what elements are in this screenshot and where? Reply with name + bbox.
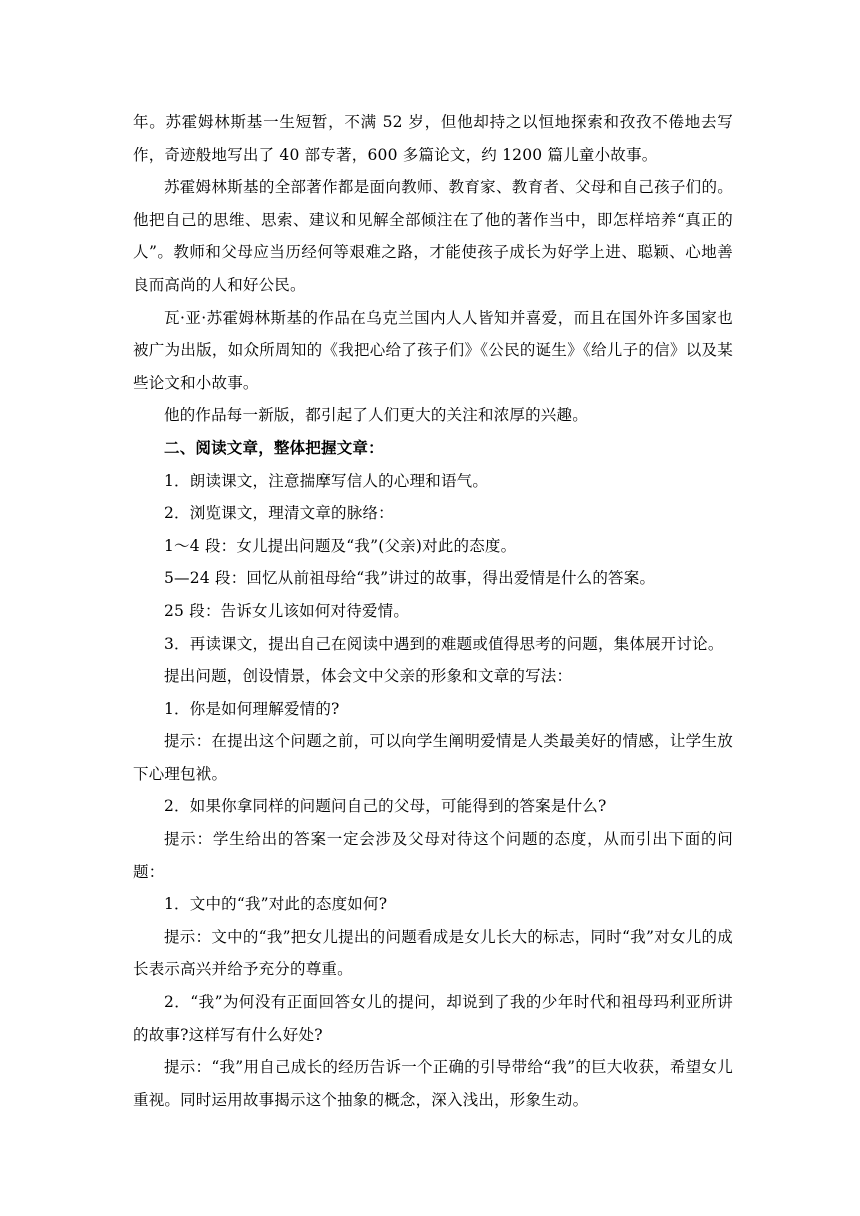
hint: 提示：“我”用自己成长的经历告诉一个正确的引导带给“我”的巨大收获，希望女儿重视。同时运用故事揭示这个抽象的概念，深入浅出，形象生动。 bbox=[133, 1058, 733, 1109]
outline-item: 5—24 段：回忆从前祖母给“我”讲过的故事，得出爱情是什么的答案。 bbox=[164, 569, 656, 588]
paragraph: 提出问题，创设情景，体会文中父亲的形象和文章的写法： bbox=[164, 667, 573, 686]
list-item: 2．浏览课文，理清文章的脉络： bbox=[164, 504, 394, 523]
outline-item: 1～4 段：女儿提出问题及“我”(父亲)对此的态度。 bbox=[164, 536, 517, 555]
paragraph: 年。苏霍姆林斯基一生短暂，不满 52 岁，但他却持之以恒地探索和孜孜不倦地去写作，奇迹般地写出了 40 部专著，600 多篇论文，约 1200 篇儿童小故事。 bbox=[133, 113, 733, 164]
paragraph: 他的作品每一新版，都引起了人们更大的关注和浓厚的兴趣。 bbox=[164, 406, 588, 425]
question: 2．如果你拿同样的问题问自己的父母，可能得到的答案是什么? bbox=[164, 797, 607, 816]
paragraph: 苏霍姆林斯基的全部著作都是面向教师、教育家、教育者、父母和自己孩子们的。他把自己的思维、思索、建议和见解全部倾注在了他的著作当中，即怎样培养“真正的人”。教师和父母应当历经何等艰难之路，才能使孩子成长为好学上进、聪颖、心地善良而高尚的人和好公民。 bbox=[133, 178, 733, 294]
document-body bbox=[133, 106, 733, 1116]
hint: 提示：在提出这个问题之前，可以向学生阐明爱情是人类最美好的情感，让学生放下心理包袱。 bbox=[133, 732, 733, 783]
section-heading: 二、阅读文章，整体把握文章： bbox=[164, 437, 384, 457]
list-item: 3．再读课文，提出自己在阅读中遇到的难题或值得思考的问题，集体展开讨论。 bbox=[164, 634, 724, 653]
paragraph: 瓦·亚·苏霍姆林斯基的作品在乌克兰国内人人皆知并喜爱，而且在国外许多国家也被广为出版，如众所周知的《我把心给了孩子们》《公民的诞生》《给儿子的信》以及某些论文和小故事。 bbox=[133, 308, 733, 392]
question: 1．你是如何理解爱情的? bbox=[164, 699, 340, 718]
hint: 提示：学生给出的答案一定会涉及父母对待这个问题的态度，从而引出下面的问题： bbox=[133, 830, 733, 881]
list-item: 1．朗读课文，注意揣摩写信人的心理和语气。 bbox=[164, 471, 489, 490]
question: 2．“我”为何没有正面回答女儿的提问，却说到了我的少年时代和祖母玛利亚所讲的故事?这样写有什么好处? bbox=[133, 993, 733, 1044]
outline-item: 25 段：告诉女儿该如何对待爱情。 bbox=[164, 601, 410, 620]
question: 1．文中的“我”对此的态度如何? bbox=[164, 895, 388, 914]
hint: 提示：文中的“我”把女儿提出的问题看成是女儿长大的标志，同时“我”对女儿的成长表示高兴并给予充分的尊重。 bbox=[133, 927, 733, 979]
